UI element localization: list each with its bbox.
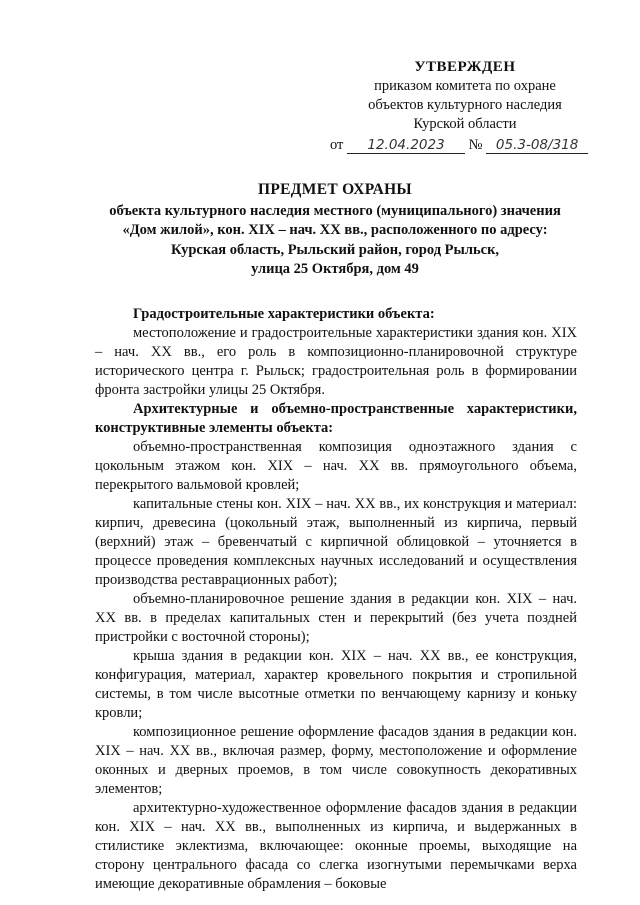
- number-label: №: [468, 137, 483, 153]
- characteristic-item: объемно-планировочное решение здания в редакции кон. XIX – нач. XX вв. в пределах капитальных стен и перекрытий (без учета поздней пристройки с восточной стороны);: [95, 591, 577, 645]
- title-line: улица 25 Октября, дом 49: [251, 261, 419, 277]
- urban-paragraph: местоположение и градостроительные характеристики здания кон. XIX – нач. XX вв., его роль в композиционно-планировочной структуре исторического центра г. Рыльск; градостроительная роль в формировании фронта застройки улицы 25 Октября.: [95, 325, 577, 398]
- characteristic-item: крыша здания в редакции кон. XIX – нач. XX вв., ее конструкция, конфигурация, материал, характер кровельного покрытия и стропильной системы, в том числе высотные отметки по венчающему карнизу и коньку кровли;: [95, 648, 577, 721]
- approval-block: [330, 58, 600, 155]
- section-heading-urban: Градостроительные характеристики объекта:: [133, 306, 435, 322]
- section-heading-architecture: Архитектурные и объемно-пространственные характеристики, конструктивные элементы объекта:: [95, 401, 577, 436]
- from-label: от: [330, 137, 344, 153]
- document-body: [95, 305, 577, 894]
- approval-line: объектов культурного наследия: [368, 97, 562, 113]
- document-title: [95, 180, 575, 280]
- approval-heading: УТВЕРЖДЕН: [414, 59, 516, 75]
- characteristic-item: композиционное решение оформление фасадов здания в редакции кон. XIX – нач. XX вв., включая размер, форму, местоположение и оформление оконных и дверных проемов, в том числе совокупность декоративных элементов;: [95, 724, 577, 797]
- title-line: Курская область, Рыльский район, город Рыльск,: [170, 241, 500, 258]
- title-main: ПРЕДМЕТ ОХРАНЫ: [258, 181, 412, 198]
- approval-line: приказом комитета по охране: [374, 78, 556, 94]
- approval-number: 05.3-08/318: [486, 137, 588, 154]
- characteristic-item: капитальные стены кон. XIX – нач. XX вв., их конструкция и материал: кирпич, древесина (цокольный этаж, выполненный из кирпича, первый (верхний) этаж – бревенчатый с кирпичной облицовкой – уточняется в процессе проведения комплексных научных исследований и осуществления производства реставрационных работ);: [95, 496, 577, 588]
- characteristic-item: архитектурно-художественное оформление фасадов здания в редакции кон. XIX – нач. XX вв., выполненных из кирпича, и выдержанных в стилистике эклектизма, включающее: оконные проемы, выходящие на сторону центрального фасада со слегка изогнутыми перемычками верха имеющие декоративные обрамления – боковые: [95, 800, 577, 892]
- title-line: «Дом жилой», кон. XIX – нач. XX вв., расположенного по адресу:: [122, 222, 548, 238]
- approval-line: Курской области: [413, 116, 517, 132]
- title-line: объекта культурного наследия местного (муниципального) значения: [109, 202, 561, 219]
- approval-date-number-line: [330, 136, 600, 155]
- characteristic-item: объемно-пространственная композиция одноэтажного здания с цокольным этажом кон. XIX – нач. XX вв. прямоугольного объема, перекрытого вальмовой кровлей;: [95, 439, 577, 493]
- approval-date: 12.04.2023: [347, 137, 465, 154]
